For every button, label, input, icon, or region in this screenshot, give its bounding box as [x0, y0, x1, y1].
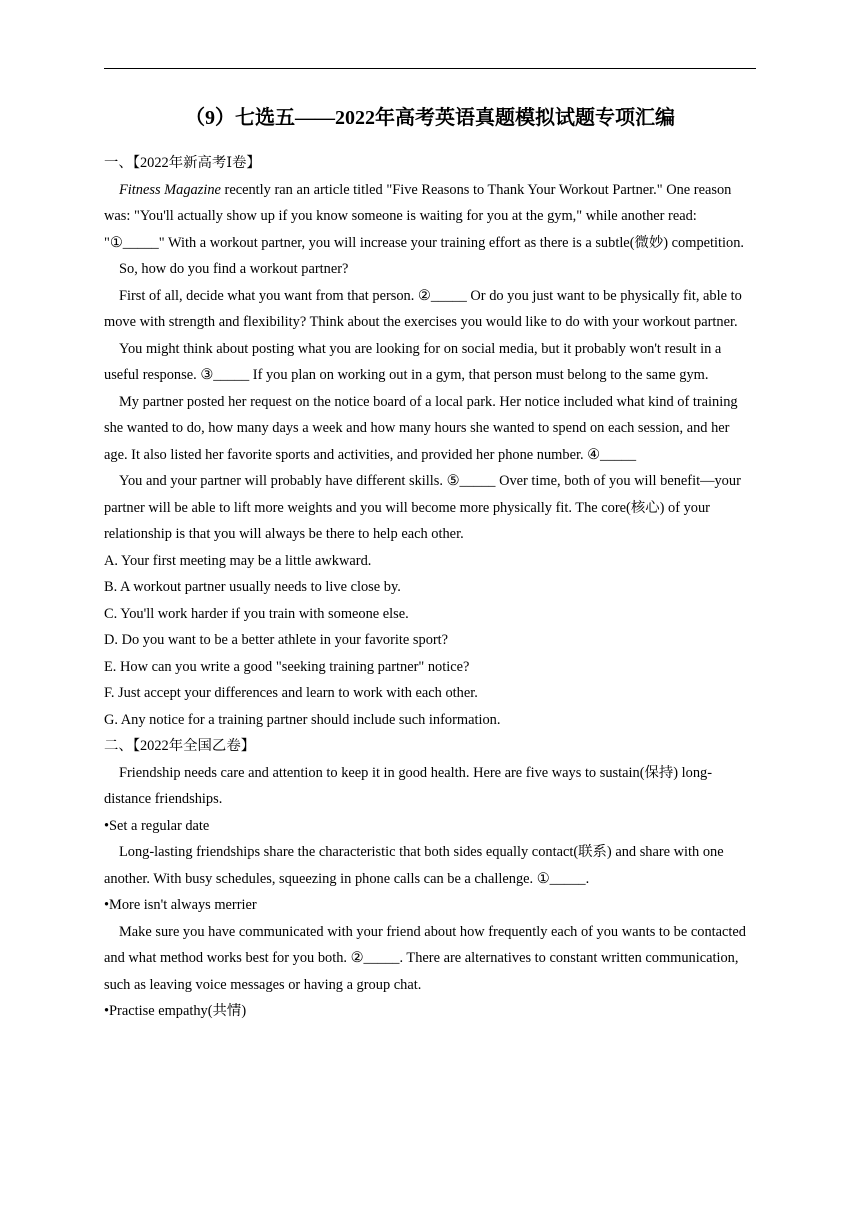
paragraph: Friendship needs care and attention to keep it in good health. Here are five ways to sustain(保持) long-distance friendships.	[104, 764, 713, 807]
option-e: E. How can you write a good "seeking training partner" notice?	[104, 658, 470, 675]
document-body	[104, 150, 756, 1025]
option-g: G. Any notice for a training partner should include such information.	[104, 711, 501, 728]
section-heading-2: 二、【2022年全国乙卷】	[104, 738, 256, 754]
page-title: （9）七选五——2022年高考英语真题模拟试题专项汇编	[185, 107, 675, 129]
paragraph: So, how do you find a workout partner?	[119, 261, 349, 277]
option-c: C. You'll work harder if you train with someone else.	[104, 605, 409, 622]
option-b: B. A workout partner usually needs to live close by.	[104, 579, 401, 595]
paragraph: You might think about posting what you are looking for on social media, but it probably won't result in a useful response. ③_____ If you plan on working out in a gym, that person must belong to the same gym.	[104, 340, 722, 383]
paragraph	[104, 177, 756, 257]
bullet-heading: •Practise empathy(共情)	[104, 1003, 247, 1019]
header-rule	[104, 68, 756, 69]
paragraph-text: recently ran an article titled "Five Reasons to Thank Your Workout Partner." One reason was: "You'll actually show up if you know someone is waiting for you at the gym," while another read: "①_____" With a workout partner, you will increase your training effort as there is a subtle(微妙) competition.	[104, 181, 745, 251]
option-d: D. Do you want to be a better athlete in your favorite sport?	[104, 632, 449, 648]
section-heading-1: 一、【2022年新高考Ⅰ卷】	[104, 155, 261, 171]
paragraph: First of all, decide what you want from that person. ②_____ Or do you just want to be physically fit, able to move with strength and flexibility? Think about the exercises you would like to do with your workout partner.	[104, 287, 742, 330]
option-a: A. Your first meeting may be a little awkward.	[104, 552, 372, 569]
bullet-heading: •Set a regular date	[104, 817, 210, 834]
paragraph: You and your partner will probably have different skills. ⑤_____ Over time, both of you will benefit—your partner will be able to lift more weights and you will become more physically fit. The core(核心) of your relationship is that you will always be there to help each other.	[104, 473, 741, 542]
paragraph: Long-lasting friendships share the characteristic that both sides equally contact(联系) and share with one another. With busy schedules, squeezing in phone calls can be a challenge. ①_____.	[104, 844, 724, 887]
option-f: F. Just accept your differences and learn to work with each other.	[104, 685, 478, 701]
paragraph: Make sure you have communicated with your friend about how frequently each of you wants to be contacted and what method works best for you both. ②_____. There are alternatives to constant written communication, such as leaving voice messages or having a group chat.	[104, 923, 746, 993]
bullet-heading: •More isn't always merrier	[104, 897, 257, 913]
paragraph: My partner posted her request on the notice board of a local park. Her notice included what kind of training she wanted to do, how many days a week and how many hours she wanted to spend on each session, and her age. It also listed her favorite sports and activities, and provided her phone number. ④_____	[104, 393, 738, 463]
magazine-title: Fitness Magazine	[119, 181, 221, 198]
